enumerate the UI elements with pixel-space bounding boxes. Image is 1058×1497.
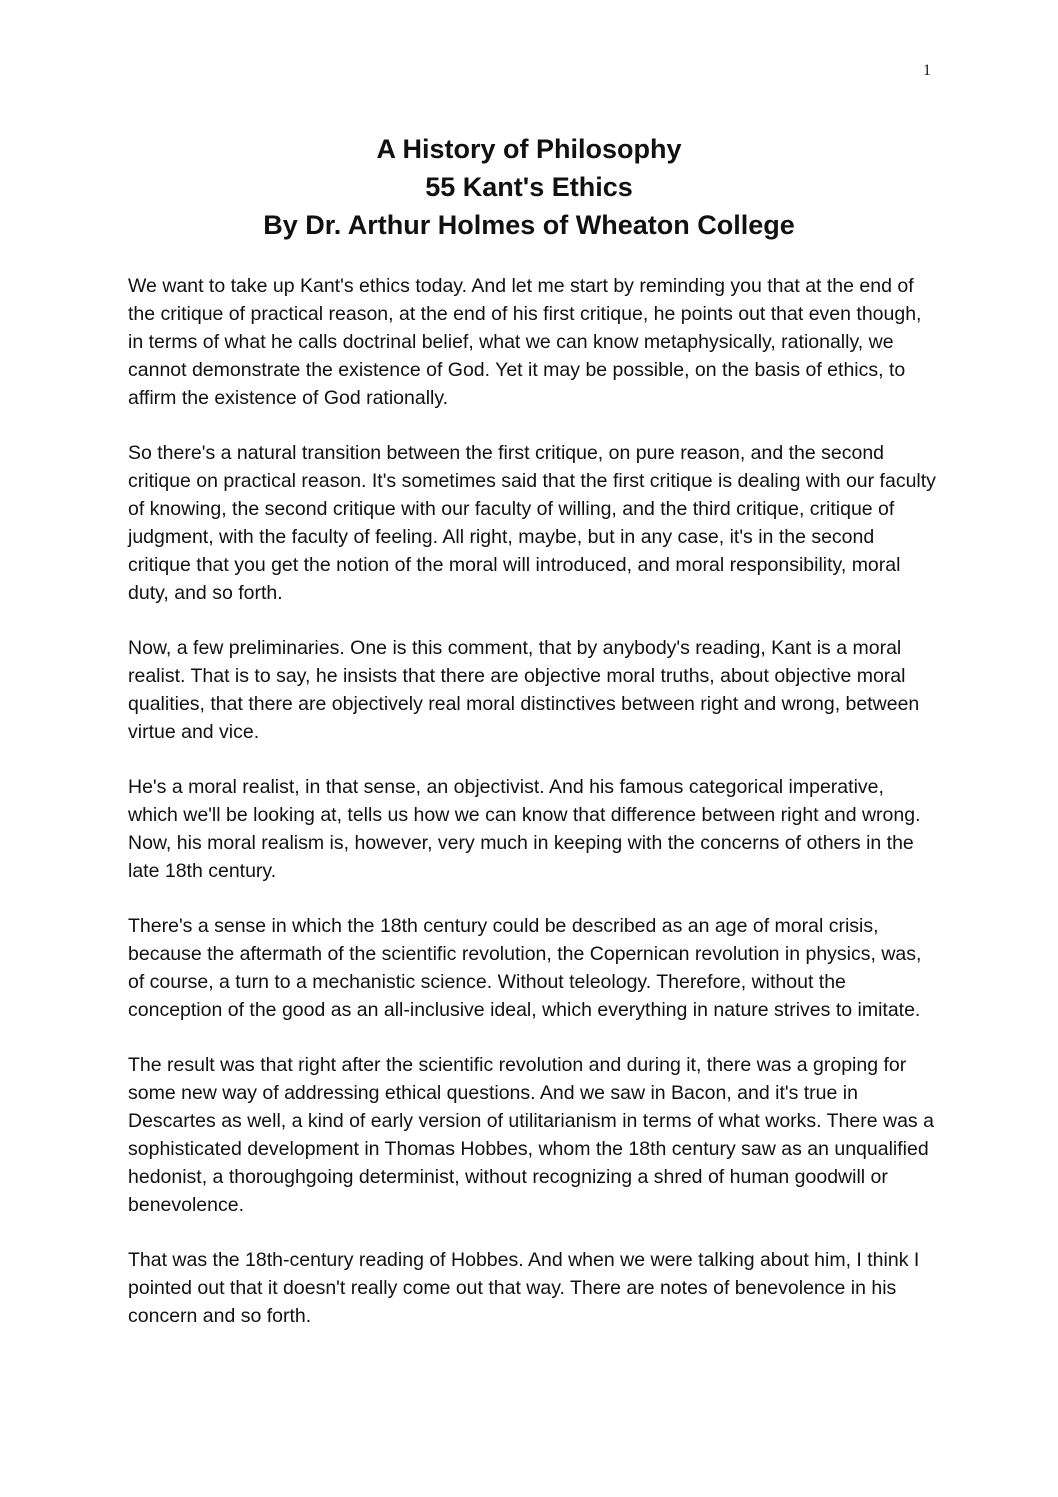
author-line: By Dr. Arthur Holmes of Wheaton College <box>263 210 795 240</box>
document-title: A History of Philosophy <box>376 134 682 164</box>
paragraph-7: That was the 18th-century reading of Hobbes. And when we were talking about him, I think I pointed out that it doesn't really come out that way. There are notes of benevolence in his concern and so forth. <box>128 1249 920 1327</box>
paragraph-3: Now, a few preliminaries. One is this comment, that by anybody's reading, Kant is a moral realist. That is to say, he insists that there are objective moral truths, about objective moral qualities, that there are objectively real moral distinctives between right and wrong, between virtue and vice. <box>128 637 920 743</box>
lecture-title: 55 Kant's Ethics <box>425 172 633 202</box>
paragraph-1: We want to take up Kant's ethics today. And let me start by reminding you that at the end of the critique of practical reason, at the end of his first critique, he points out that even though, in terms of what he calls doctrinal belief, what we can know metaphysically, rationally, we cannot demonstrate the existence of God. Yet it may be possible, on the basis of ethics, to affirm the existence of God rationally. <box>128 275 922 409</box>
body-text <box>128 272 936 1357</box>
page-number: 1 <box>923 62 931 79</box>
paragraph-5: There's a sense in which the 18th century could be described as an age of moral crisis, because the aftermath of the scientific revolution, the Copernican revolution in physics, was, of course, a turn to a mechanistic science. Without teleology. Therefore, without the conception of the good as an all-inclusive ideal, which everything in nature strives to imitate. <box>128 915 922 1021</box>
paragraph-4: He's a moral realist, in that sense, an objectivist. And his famous categorical imperative, which we'll be looking at, tells us how we can know that difference between right and wrong. Now, his moral realism is, however, very much in keeping with the concerns of others in the late 18th century. <box>128 776 921 882</box>
paragraph-2: So there's a natural transition between the first critique, on pure reason, and the second critique on practical reason. It's sometimes said that the first critique is dealing with our faculty of knowing, the second critique with our faculty of willing, and the third critique, critique of judgment, with the faculty of feeling. All right, maybe, but in any case, it's in the second critique that you get the notion of the moral will introduced, and moral responsibility, moral duty, and so forth. <box>128 442 936 604</box>
title-block <box>0 130 1058 244</box>
paragraph-6: The result was that right after the scientific revolution and during it, there was a groping for some new way of addressing ethical questions. And we saw in Bacon, and it's true in Descartes as well, a kind of early version of utilitarianism in terms of what works. There was a sophisticated development in Thomas Hobbes, whom the 18th century saw as an unqualified hedonist, a thoroughgoing determinist, without recognizing a shred of human goodwill or benevolence. <box>128 1054 934 1216</box>
